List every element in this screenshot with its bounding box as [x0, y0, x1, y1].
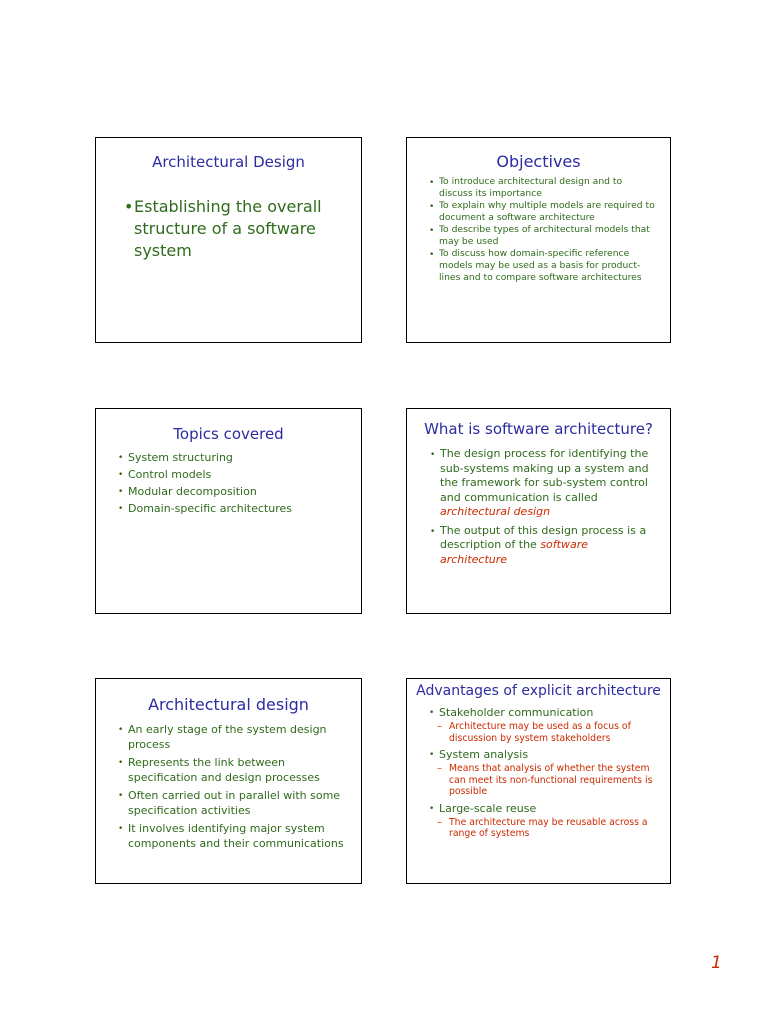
- slide-title: Architectural Design: [152, 153, 305, 171]
- slide-objectives: [406, 137, 671, 343]
- bullet-item: • Control models: [128, 467, 347, 482]
- bullet-item: • Domain-specific architectures: [128, 501, 347, 516]
- bullet-text: The design process for identifying the sub-systems making up a system and the framework for sub-system control and communication is called: [440, 447, 649, 504]
- bullet-item: [440, 524, 656, 568]
- slide-architectural-design-2: [95, 678, 362, 884]
- emphasis-text: software architecture: [440, 538, 588, 566]
- sub-bullet-list: [449, 817, 660, 840]
- bullet-item: • An early stage of the system design process: [128, 722, 347, 752]
- bullet-text: Large-scale reuse: [439, 801, 537, 815]
- slide-title: Architectural design: [148, 695, 309, 714]
- page-number: 1: [711, 953, 722, 973]
- slide-advantages-explicit-architecture: [406, 678, 671, 884]
- sub-bullet-item: – Architecture may be used as a focus of discussion by system stakeholders: [449, 721, 660, 744]
- slide-what-is-software-architecture: [406, 408, 671, 614]
- slide-topics-covered: [95, 408, 362, 614]
- sub-bullet-list: [449, 763, 660, 798]
- bullet-item: • System structuring: [128, 450, 347, 465]
- bullet-item: • Establishing the overall structure of a software system: [134, 196, 351, 262]
- slide-title: Advantages of explicit architecture: [416, 683, 661, 699]
- bullet-list: [439, 176, 656, 284]
- bullet-item: • To introduce architectural design and to discuss its importance: [439, 176, 656, 200]
- bullet-list: [128, 722, 347, 851]
- bullet-item: • To describe types of architectural models that may be used: [439, 224, 656, 248]
- sub-bullet-item: – Means that analysis of whether the system can meet its non-functional requirements is possible: [449, 763, 660, 798]
- bullet-list: [440, 447, 656, 567]
- bullet-item: • Often carried out in parallel with some specification activities: [128, 788, 347, 818]
- bullet-item: • Represents the link between specification and design processes: [128, 755, 347, 785]
- bullet-text: The output of this design process is a description of the: [440, 523, 647, 551]
- sub-bullet-list: [449, 721, 660, 744]
- bullet-text: Stakeholder communication: [439, 706, 594, 719]
- emphasis-text: architectural design: [440, 505, 551, 518]
- bullet-item: [439, 747, 660, 798]
- slide-title: What is software architecture?: [424, 420, 653, 438]
- bullet-item: • Modular decomposition: [128, 484, 347, 499]
- slide-title: Topics covered: [173, 425, 284, 443]
- bullet-item: [439, 801, 660, 840]
- slide-architectural-design: [95, 137, 362, 343]
- bullet-list: [439, 705, 660, 840]
- bullet-item: • To discuss how domain-specific reference models may be used as a basis for product-lines and to compare software architectures: [439, 248, 656, 284]
- bullet-item: • To explain why multiple models are required to document a software architecture: [439, 200, 656, 224]
- slide-title: Objectives: [496, 152, 581, 171]
- bullet-item: [440, 447, 656, 520]
- bullet-text: System analysis: [439, 748, 529, 761]
- bullet-item: [439, 705, 660, 744]
- sub-bullet-item: – The architecture may be reusable across a range of systems: [449, 817, 660, 840]
- bullet-list: [134, 196, 351, 262]
- bullet-list: [128, 450, 347, 516]
- bullet-item: • It involves identifying major system components and their communications: [128, 821, 347, 851]
